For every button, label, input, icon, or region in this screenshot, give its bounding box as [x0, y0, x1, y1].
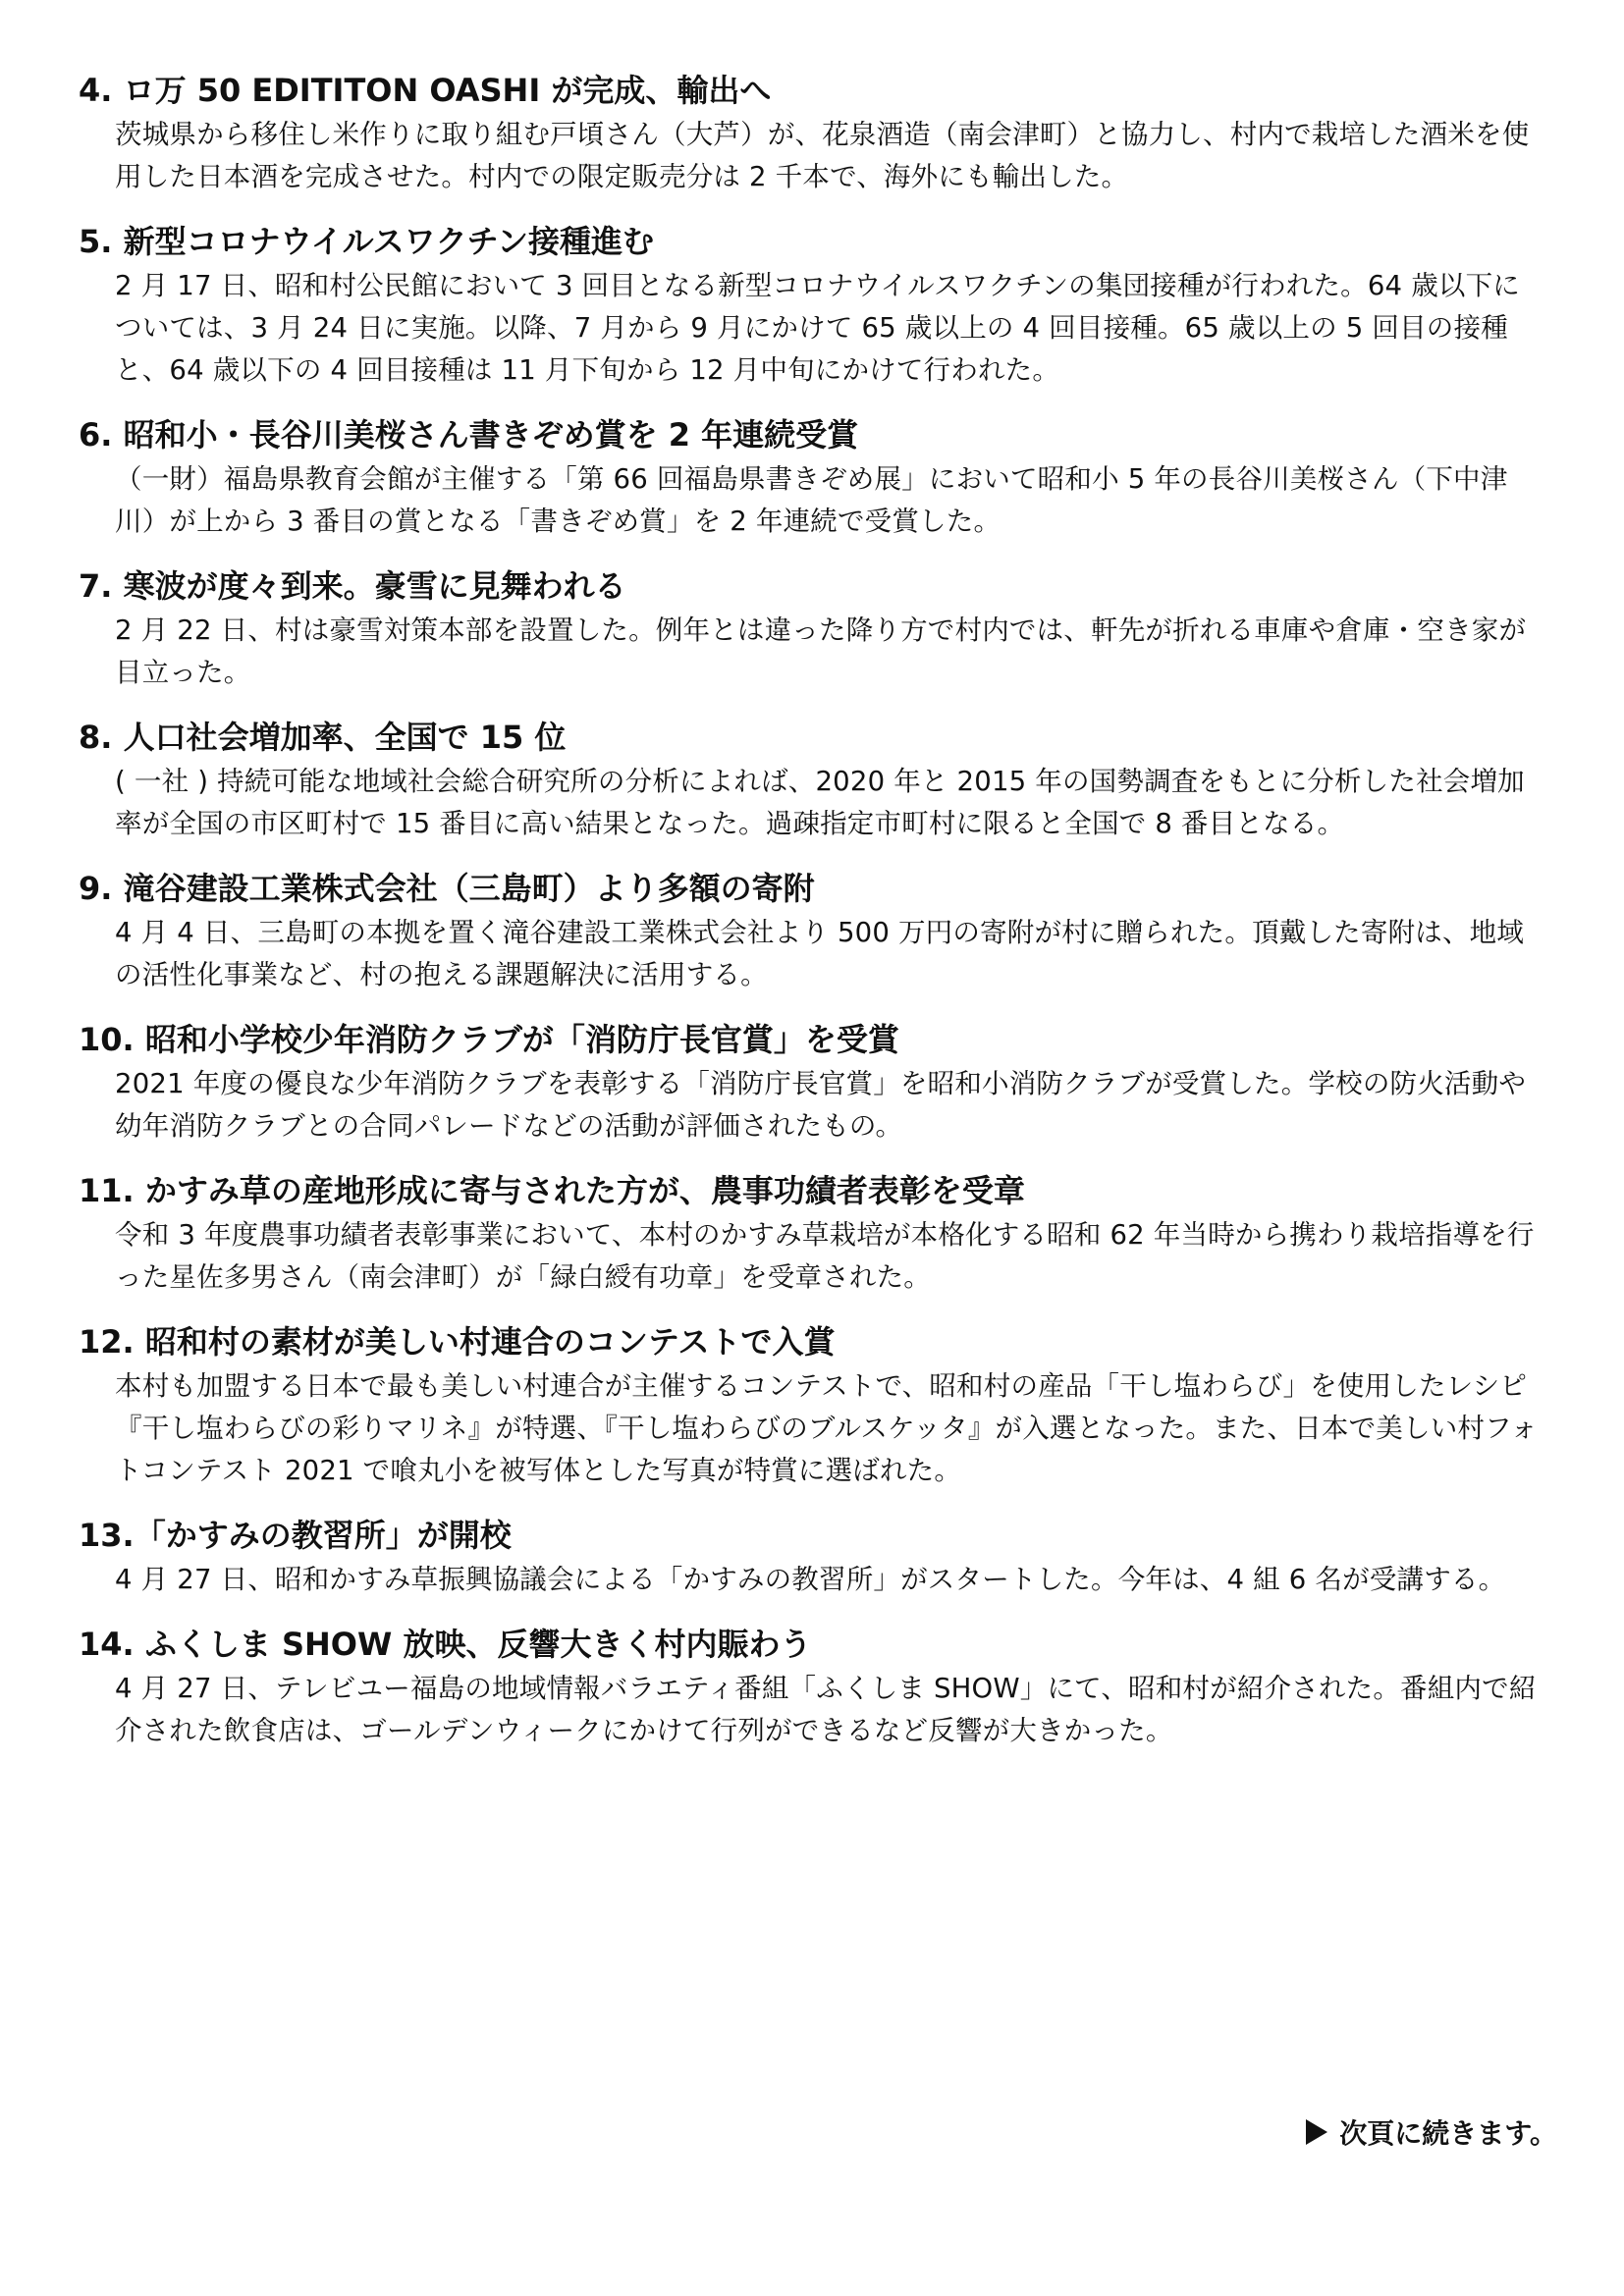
news-item-body: 本村も加盟する日本で最も美しい村連合が主催するコンテストで、昭和村の産品「干し塩わらび」を使用したレシピ『干し塩わらびの彩りマリネ』が特選、『干し塩わらびのブルスケッタ』が入選となった。また、日本で美しい村フォトコンテスト 2021 で喰丸小を被写体とした写真が特賞に選ばれた。	[115, 1370, 1539, 1486]
news-item-body: 令和 3 年度農事功績者表彰事業において、本村のかすみ草栽培が本格化する昭和 62 年当時から携わり栽培指導を行った星佐多男さん（南会津町）が「緑白綬有功章」を受章された。	[115, 1219, 1535, 1293]
news-item-body: 2 月 22 日、村は豪雪対策本部を設置した。例年とは違った降り方で村内では、軒先が折れる車庫や倉庫・空き家が目立った。	[115, 614, 1527, 688]
news-item	[79, 867, 1551, 996]
news-item-title: 14. ふくしま SHOW 放映、反響大きく村内賑わう	[79, 1626, 812, 1663]
news-item-title: 10. 昭和小学校少年消防クラブが「消防庁長官賞」を受賞	[79, 1021, 899, 1058]
news-item	[79, 564, 1551, 694]
news-item	[79, 220, 1551, 392]
news-item	[79, 69, 1551, 198]
news-item-body: 2 月 17 日、昭和村公民館において 3 回目となる新型コロナウイルスワクチンの集団接種が行われた。64 歳以下については、3 月 24 日に実施。以降、7 月から 9 月にかけて 65 歳以上の 4 回目接種。65 歳以上の 5 回目の接種と、64 歳以下の 4 回目接種は 11 月下旬から 12 月中旬にかけて行われた。	[115, 270, 1520, 386]
news-item-body: 茨城県から移住し米作りに取り組む戸頃さん（大芦）が、花泉酒造（南会津町）と協力し、村内で栽培した酒米を使用した日本酒を完成させた。村内での限定販売分は 2 千本で、海外にも輸出した。	[115, 119, 1530, 192]
news-item-title: 4. ロ万 50 EDITITON OASHI が完成、輸出へ	[79, 72, 772, 109]
news-list	[79, 69, 1551, 1774]
news-item-body: ( 一社 ) 持続可能な地域社会総合研究所の分析によれば、2020 年と 2015 年の国勢調査をもとに分析した社会増加率が全国の市区町村で 15 番目に高い結果となった。過疎指定市町村に限ると全国で 8 番目となる。	[115, 766, 1525, 839]
news-item-title: 7. 寒波が度々到来。豪雪に見舞われる	[79, 567, 626, 605]
news-item-title: 5. 新型コロナウイルスワクチン接種進む	[79, 223, 655, 260]
continued-text: 次頁に続きます。	[1339, 2117, 1557, 2150]
news-item	[79, 1514, 1551, 1601]
news-item-body: 4 月 27 日、テレビユー福島の地域情報バラエティ番組「ふくしま SHOW」にて、昭和村が紹介された。番組内で紹介された飲食店は、ゴールデンウィークにかけて行列ができるなど反響が大きかった。	[115, 1673, 1537, 1746]
news-item	[79, 1320, 1551, 1492]
news-item-title: 8. 人口社会増加率、全国で 15 位	[79, 719, 567, 756]
news-item	[79, 413, 1551, 543]
news-item-title: 11. かすみ草の産地形成に寄与された方が、農事功績者表彰を受章	[79, 1172, 1025, 1209]
news-item	[79, 716, 1551, 845]
news-item-body: 2021 年度の優良な少年消防クラブを表彰する「消防庁長官賞」を昭和小消防クラブが受賞した。学校の防火活動や幼年消防クラブとの合同パレードなどの活動が評価されたもの。	[115, 1068, 1527, 1142]
news-item	[79, 1018, 1551, 1148]
triangle-right-icon	[1306, 2119, 1327, 2145]
news-item-title: 6. 昭和小・長谷川美桜さん書きぞめ賞を 2 年連続受賞	[79, 416, 859, 454]
news-item-title: 9. 滝谷建設工業株式会社（三島町）より多額の寄附	[79, 870, 815, 907]
news-item-body: （一財）福島県教育会館が主催する「第 66 回福島県書きぞめ展」において昭和小 5 年の長谷川美桜さん（下中津川）が上から 3 番目の賞となる「書きぞめ賞」を 2 年連続で受賞した。	[115, 463, 1508, 537]
news-item-body: 4 月 27 日、昭和かすみ草振興協議会による「かすみの教習所」がスタートした。今年は、4 組 6 名が受講する。	[115, 1564, 1506, 1595]
news-item-body: 4 月 4 日、三島町の本拠を置く滝谷建設工業株式会社より 500 万円の寄附が村に贈られた。頂戴した寄附は、地域の活性化事業など、村の抱える課題解決に活用する。	[115, 917, 1525, 990]
news-item	[79, 1169, 1551, 1299]
news-item	[79, 1623, 1551, 1752]
news-item-title: 12. 昭和村の素材が美しい村連合のコンテストで入賞	[79, 1323, 836, 1361]
continued-note	[1306, 2112, 1557, 2152]
news-item-title: 13.「かすみの教習所」が開校	[79, 1517, 512, 1554]
